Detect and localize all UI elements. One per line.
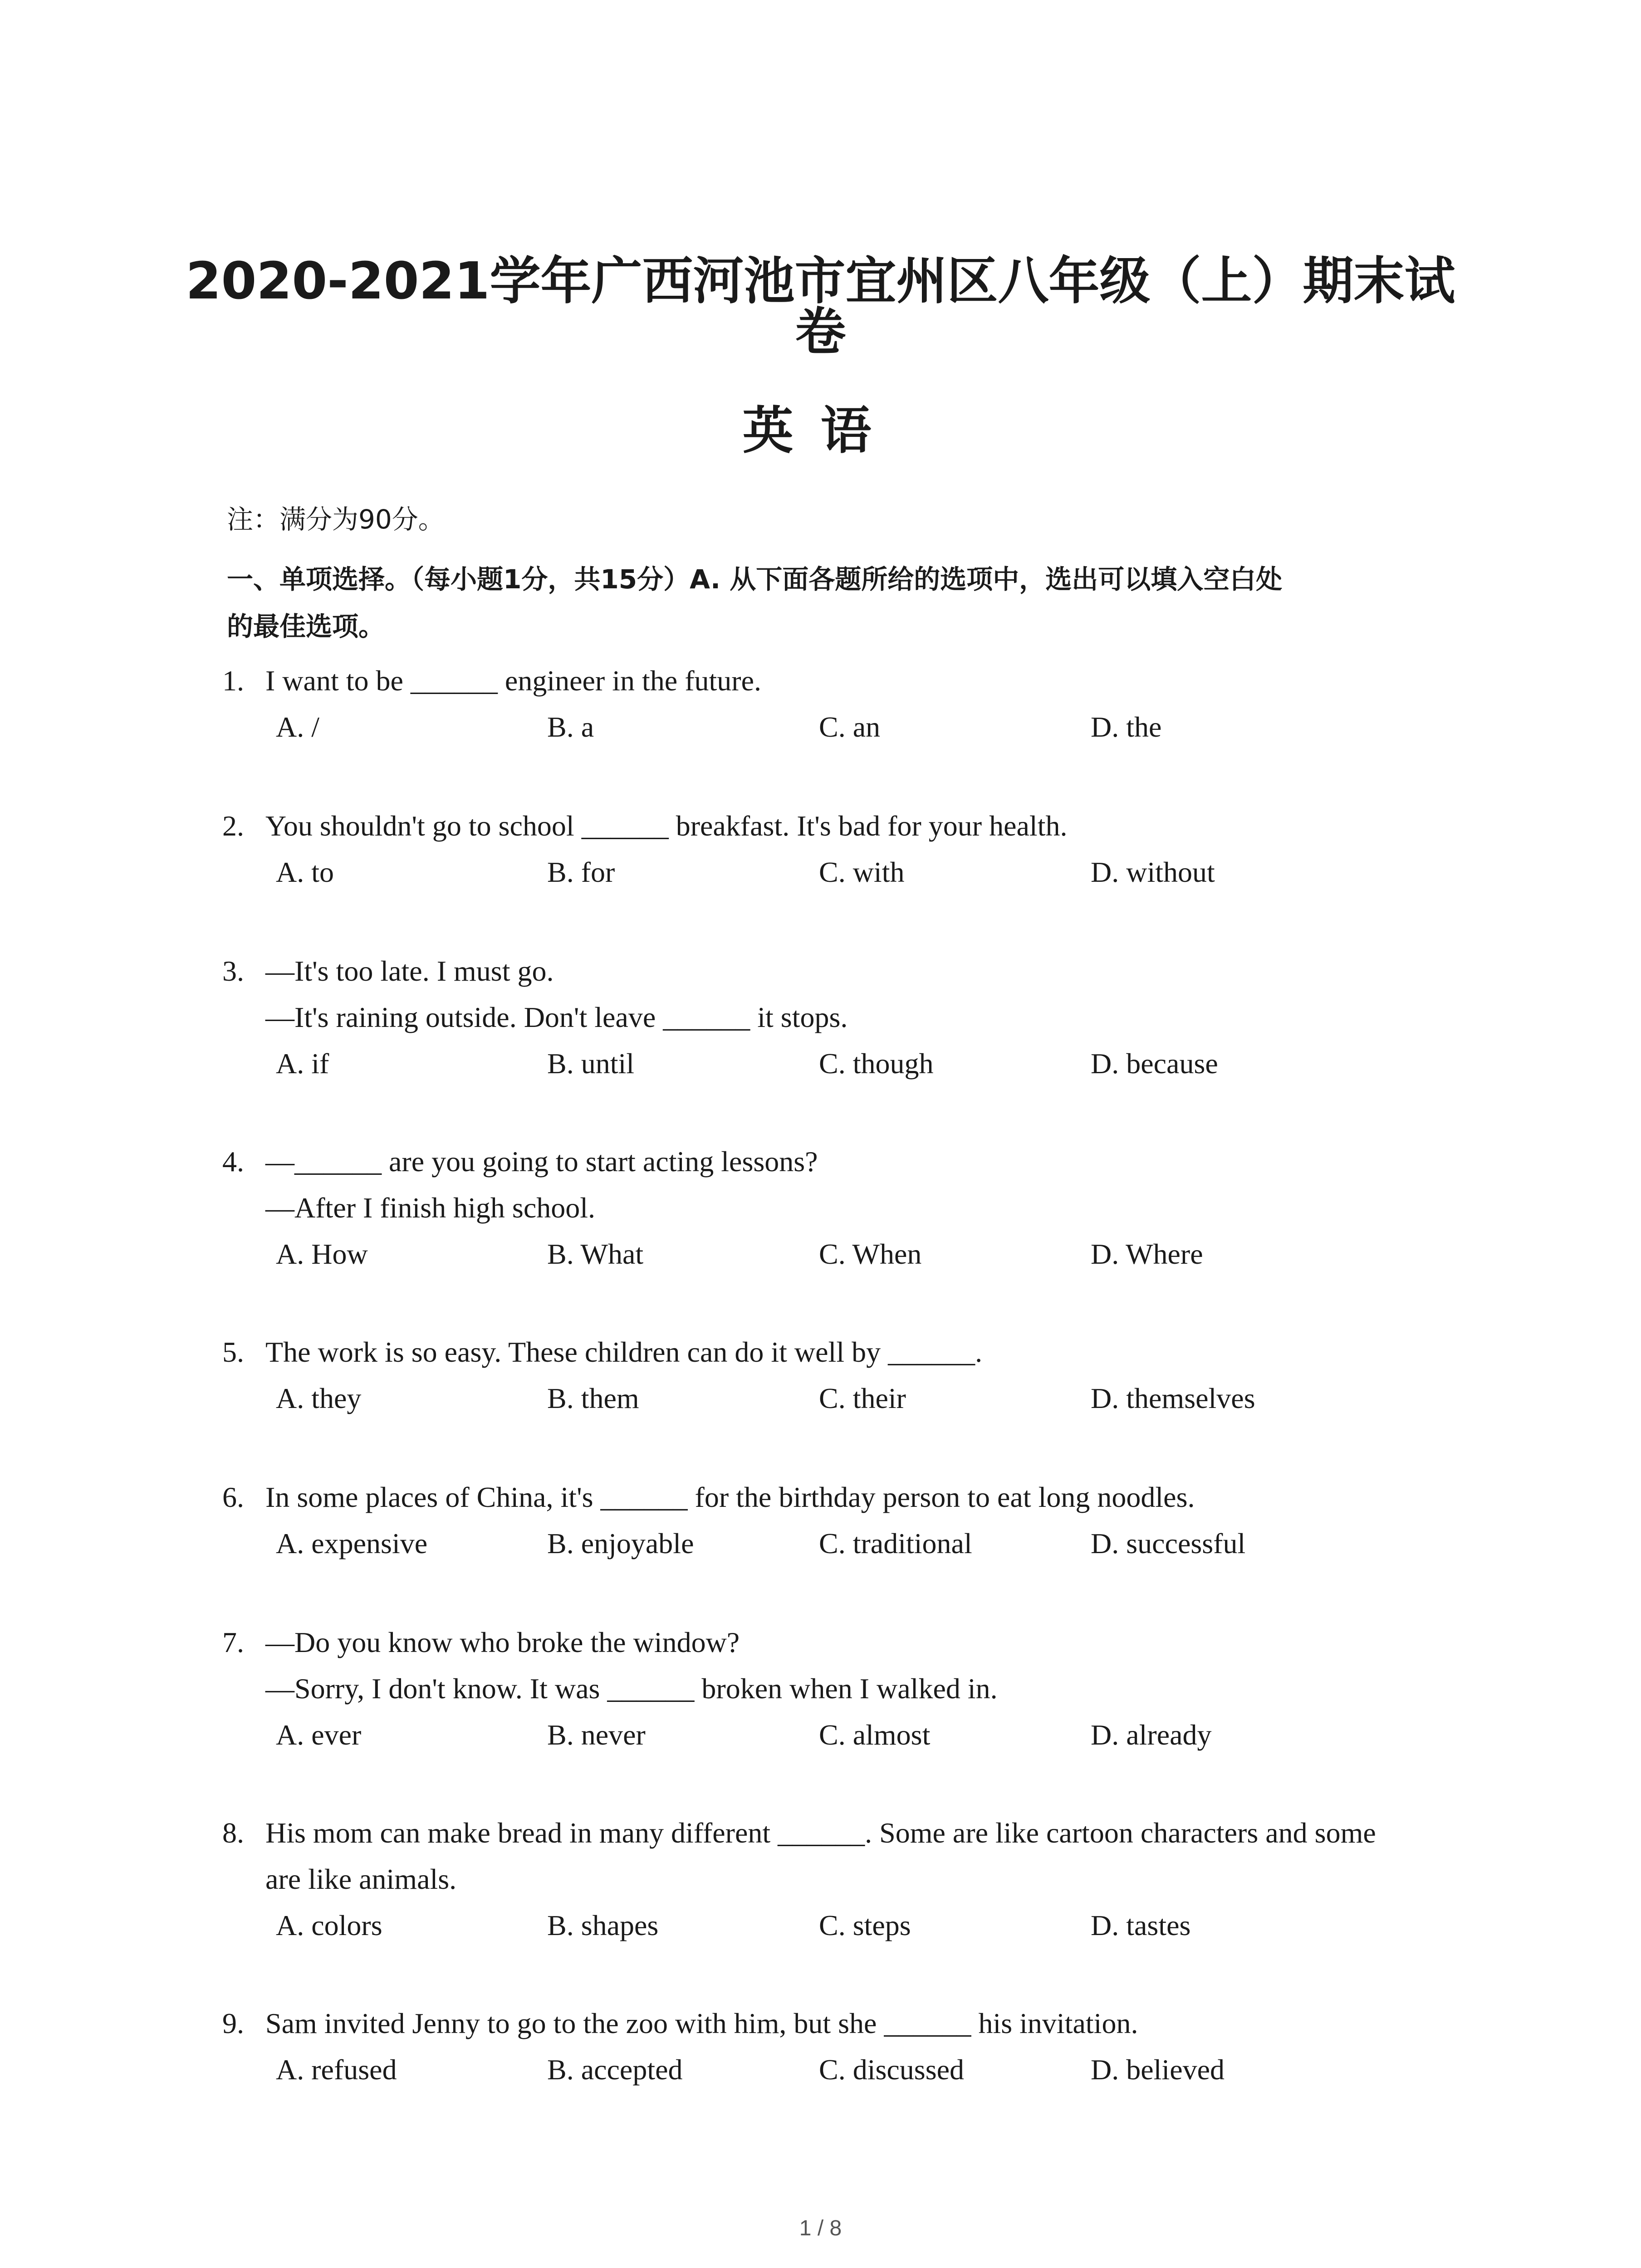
option-a: A. colors: [276, 1909, 382, 1941]
option-d: D. Where: [1091, 1238, 1203, 1270]
option-c: C. their: [819, 1382, 906, 1414]
option-b: B. accepted: [547, 2053, 683, 2086]
option-row: [222, 1231, 1456, 1277]
question-5: [222, 1329, 1456, 1422]
subject-heading: 英语: [742, 401, 899, 460]
page-number: 1 / 8: [799, 2216, 842, 2240]
question-number: 6.: [222, 1481, 244, 1513]
option-b: B. them: [547, 1382, 639, 1414]
question-1: [222, 658, 1456, 750]
question-9: [222, 2000, 1456, 2093]
option-b: B. shapes: [547, 1909, 659, 1941]
question-stem: I want to be ______ engineer in the future.: [265, 665, 761, 697]
option-row: [222, 1520, 1456, 1567]
option-c: C. almost: [819, 1719, 931, 1751]
option-a: A. ever: [276, 1719, 362, 1751]
section-heading: [227, 556, 1461, 650]
option-a: A. they: [276, 1382, 362, 1414]
question-3: [222, 948, 1456, 1087]
option-a: A. to: [276, 856, 334, 888]
question-stem: The work is so easy. These children can do it well by ______.: [265, 1336, 983, 1368]
question-number: 1.: [222, 665, 244, 697]
option-b: B. until: [547, 1047, 635, 1080]
question-number: 4.: [222, 1145, 244, 1178]
question-stem: In some places of China, it's ______ for the birthday person to eat long noodles.: [265, 1481, 1195, 1513]
option-row: [222, 1375, 1456, 1422]
question-7: [222, 1619, 1456, 1758]
option-a: A. if: [276, 1047, 329, 1080]
option-c: C. traditional: [819, 1527, 972, 1559]
question-4: [222, 1139, 1456, 1277]
question-number: 3.: [222, 955, 244, 987]
option-c: C. an: [819, 711, 881, 743]
exam-title-line2: 卷: [795, 303, 846, 362]
question-stem-line2: —Sorry, I don't know. It was ______ broken when I walked in.: [265, 1672, 998, 1705]
option-row: [222, 704, 1456, 750]
option-a: A. expensive: [276, 1527, 428, 1559]
question-stem: You shouldn't go to school ______ breakfast. It's bad for your health.: [265, 810, 1068, 842]
option-d: D. without: [1091, 856, 1215, 888]
option-c: C. discussed: [819, 2053, 964, 2086]
question-stem-line2: —It's raining outside. Don't leave ______ it stops.: [265, 1001, 848, 1033]
question-number: 2.: [222, 810, 244, 842]
option-d: D. successful: [1091, 1527, 1246, 1559]
option-b: B. a: [547, 711, 594, 743]
question-stem-line2: —After I finish high school.: [265, 1192, 595, 1224]
option-row: [222, 1712, 1456, 1758]
option-d: D. tastes: [1091, 1909, 1191, 1941]
question-6: [222, 1474, 1456, 1567]
question-number: 7.: [222, 1626, 244, 1658]
question-stem: His mom can make bread in many different ______. Some are like cartoon characters and some: [265, 1817, 1376, 1849]
option-b: B. enjoyable: [547, 1527, 694, 1559]
question-8: [222, 1810, 1456, 1949]
option-b: B. What: [547, 1238, 644, 1270]
section-heading-line2: 的最佳选项。: [227, 611, 385, 642]
option-row: [222, 1902, 1456, 1949]
option-d: D. the: [1091, 711, 1162, 743]
option-a: A. refused: [276, 2053, 397, 2086]
option-b: B. for: [547, 856, 615, 888]
option-d: D. already: [1091, 1719, 1212, 1751]
option-c: C. When: [819, 1238, 922, 1270]
question-stem: —Do you know who broke the window?: [265, 1626, 740, 1658]
option-row: [222, 2047, 1456, 2093]
question-stem-line2: are like animals.: [265, 1863, 457, 1895]
option-a: A. /: [276, 711, 319, 743]
section-heading-line1: 一、单项选择。（每小题1分，共15分）A. 从下面各题所给的选项中，选出可以填入空白处: [227, 564, 1283, 595]
option-c: C. steps: [819, 1909, 911, 1941]
option-c: C. though: [819, 1047, 934, 1080]
question-number: 9.: [222, 2007, 244, 2039]
option-d: D. themselves: [1091, 1382, 1255, 1414]
question-2: [222, 803, 1456, 895]
question-stem: Sam invited Jenny to go to the zoo with him, but she ______ his invitation.: [265, 2007, 1138, 2039]
exam-title-line1: 2020-2021学年广西河池市宜州区八年级（上）期末试: [186, 252, 1455, 311]
option-d: D. believed: [1091, 2053, 1225, 2086]
question-number: 5.: [222, 1336, 244, 1368]
option-b: B. never: [547, 1719, 646, 1751]
option-row: [222, 849, 1456, 895]
score-note: 注：满分为90分。: [227, 504, 445, 535]
question-number: 8.: [222, 1817, 244, 1849]
question-stem: —______ are you going to start acting lessons?: [265, 1145, 818, 1178]
question-stem: —It's too late. I must go.: [265, 955, 554, 987]
option-a: A. How: [276, 1238, 368, 1270]
option-d: D. because: [1091, 1047, 1218, 1080]
option-c: C. with: [819, 856, 905, 888]
option-row: [222, 1041, 1456, 1087]
